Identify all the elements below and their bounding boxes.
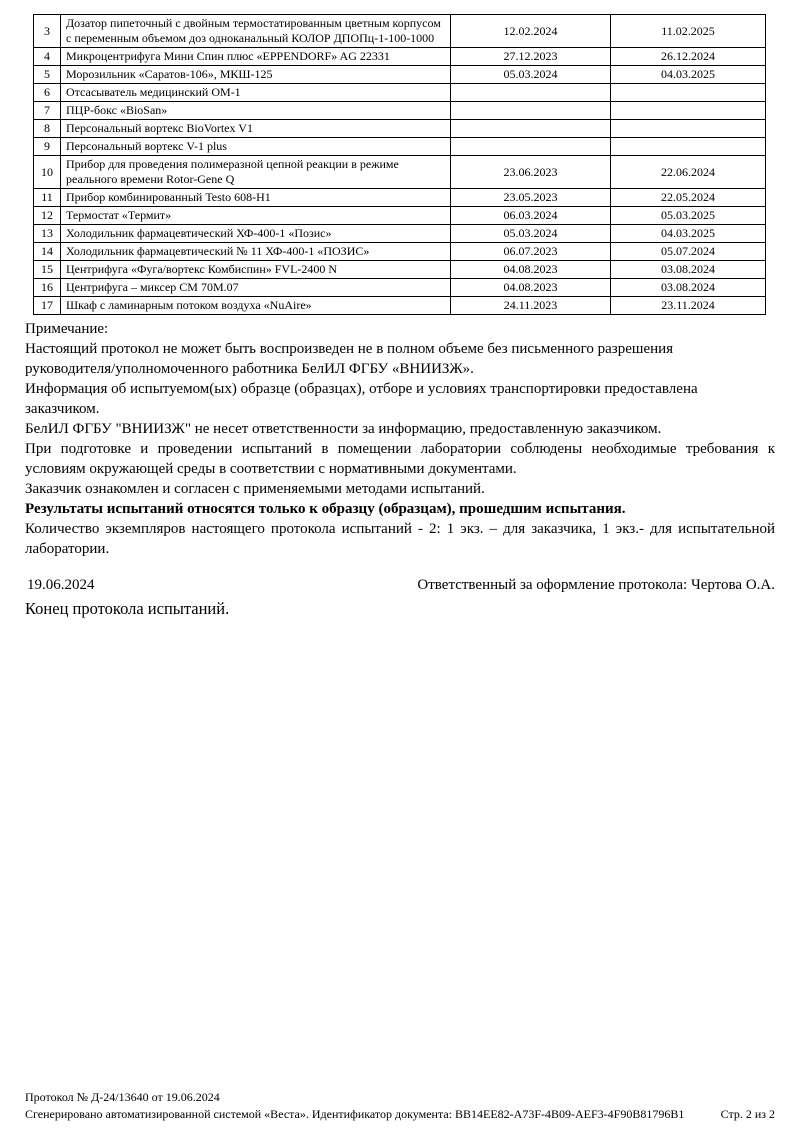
table-row (34, 48, 766, 66)
table-row (34, 279, 766, 297)
device-name-cell: Микроцентрифуга Мини Спин плюс «EPPENDORF» AG 22331 (61, 48, 451, 66)
responsible-person: Ответственный за оформление протокола: Чертова О.А. (417, 577, 775, 593)
valid-until-date-cell: 03.08.2024 (611, 261, 766, 279)
device-name-cell: Холодильник фармацевтический ХФ-400-1 «Позис» (61, 225, 451, 243)
verification-date-cell: 04.08.2023 (451, 279, 611, 297)
table-row (34, 243, 766, 261)
note-line: лаборатории. (25, 541, 110, 557)
device-name-cell: Персональный вортекс V-1 plus (61, 138, 451, 156)
note-line: Информация об испытуемом(ых) образце (образцах), отборе и условиях транспортировки предоставлена заказчиком. (25, 381, 698, 417)
valid-until-date-cell: 22.05.2024 (611, 189, 766, 207)
note-line: При подготовке и проведении испытаний в помещении лаборатории соблюдены необходимые требования к (25, 441, 775, 457)
table-row (34, 120, 766, 138)
valid-until-date-cell (611, 120, 766, 138)
device-name-cell: Центрифуга – миксер СМ 70М.07 (61, 279, 451, 297)
row-number-cell: 5 (34, 66, 61, 84)
device-name-cell: Центрифуга «Фуга/вортекс Комбиспин» FVL-2400 N (61, 261, 451, 279)
row-number-cell: 12 (34, 207, 61, 225)
signature-row (27, 575, 775, 595)
verification-date-cell: 05.03.2024 (451, 66, 611, 84)
device-name-cell: Морозильник «Саратов-106», МКШ-125 (61, 66, 451, 84)
valid-until-date-cell: 05.03.2025 (611, 207, 766, 225)
device-name-cell: Прибор для проведения полимеразной цепной реакции в режиме реального времени Rotor-Gene Q (61, 156, 451, 189)
row-number-cell: 9 (34, 138, 61, 156)
verification-date-cell: 06.03.2024 (451, 207, 611, 225)
row-number-cell: 3 (34, 15, 61, 48)
valid-until-date-cell: 26.12.2024 (611, 48, 766, 66)
valid-until-date-cell: 04.03.2025 (611, 66, 766, 84)
page-number: Стр. 2 из 2 (720, 1107, 775, 1121)
note-line: Настоящий протокол не может быть воспроизведен не в полном объеме без письменного разрешения (25, 341, 674, 357)
note-line: Количество экземпляров настоящего протокола испытаний - 2: 1 экз. – для заказчика, 1 экз.- для испытательной (25, 521, 775, 537)
table-row (34, 102, 766, 120)
row-number-cell: 10 (34, 156, 61, 189)
note-line: БелИЛ ФГБУ "ВНИИЗЖ" не несет ответственности за информацию, предоставленную заказчиком. (25, 421, 662, 437)
table-row (34, 66, 766, 84)
device-name-cell: Прибор комбинированный Testo 608-H1 (61, 189, 451, 207)
verification-date-cell: 27.12.2023 (451, 48, 611, 66)
verification-date-cell: 06.07.2023 (451, 243, 611, 261)
valid-until-date-cell (611, 138, 766, 156)
device-name-cell: Персональный вортекс BioVortex V1 (61, 120, 451, 138)
note-line: руководителя/уполномоченного работника БелИЛ ФГБУ «ВНИИЗЖ». (25, 361, 474, 377)
footer-generated-line (25, 1107, 775, 1122)
note-line: условиям окружающей среды в соответствии с нормативными документами. (25, 461, 517, 477)
equipment-table-body (34, 15, 766, 315)
end-of-protocol: Конец протокола испытаний. (25, 599, 230, 618)
verification-date-cell: 23.06.2023 (451, 156, 611, 189)
verification-date-cell: 12.02.2024 (451, 15, 611, 48)
verification-date-cell: 24.11.2023 (451, 297, 611, 315)
equipment-table (33, 14, 766, 315)
device-name-cell: Термостат «Термит» (61, 207, 451, 225)
table-row (34, 138, 766, 156)
device-name-cell: Отсасыватель медицинский ОМ-1 (61, 84, 451, 102)
table-row (34, 84, 766, 102)
table-row (34, 207, 766, 225)
valid-until-date-cell: 23.11.2024 (611, 297, 766, 315)
verification-date-cell (451, 120, 611, 138)
footer-generated-text: Сгенерировано автоматизированной системой «Веста». Идентификатор документа: BB14EE82-A73F-4B09-AEF3-4F90B81796B1 (25, 1107, 685, 1121)
footer-protocol-number: Протокол № Д-24/13640 от 19.06.2024 (25, 1090, 220, 1104)
row-number-cell: 14 (34, 243, 61, 261)
row-number-cell: 13 (34, 225, 61, 243)
device-name-cell: ПЦР-бокс «BioSan» (61, 102, 451, 120)
device-name-cell: Холодильник фармацевтический № 11 ХФ-400-1 «ПОЗИС» (61, 243, 451, 261)
note-line: Результаты испытаний относятся только к образцу (образцам), прошедшим испытания. (25, 501, 626, 517)
valid-until-date-cell: 05.07.2024 (611, 243, 766, 261)
verification-date-cell (451, 102, 611, 120)
protocol-date: 19.06.2024 (27, 577, 95, 593)
valid-until-date-cell (611, 102, 766, 120)
verification-date-cell (451, 138, 611, 156)
table-row (34, 156, 766, 189)
row-number-cell: 7 (34, 102, 61, 120)
table-row (34, 261, 766, 279)
verification-date-cell: 04.08.2023 (451, 261, 611, 279)
valid-until-date-cell: 22.06.2024 (611, 156, 766, 189)
valid-until-date-cell: 04.03.2025 (611, 225, 766, 243)
row-number-cell: 11 (34, 189, 61, 207)
page-footer (25, 1090, 775, 1122)
table-row (34, 297, 766, 315)
verification-date-cell: 05.03.2024 (451, 225, 611, 243)
row-number-cell: 17 (34, 297, 61, 315)
row-number-cell: 6 (34, 84, 61, 102)
device-name-cell: Шкаф с ламинарным потоком воздуха «NuAire» (61, 297, 451, 315)
row-number-cell: 15 (34, 261, 61, 279)
valid-until-date-cell: 03.08.2024 (611, 279, 766, 297)
notes-heading: Примечание: (25, 321, 109, 337)
verification-date-cell (451, 84, 611, 102)
note-line: Заказчик ознакомлен и согласен с применяемыми методами испытаний. (25, 481, 485, 497)
table-row (34, 189, 766, 207)
table-row (34, 15, 766, 48)
valid-until-date-cell: 11.02.2025 (611, 15, 766, 48)
device-name-cell: Дозатор пипеточный с двойным термостатированным цветным корпусом с переменным объемом доз одноканальный КОЛОР ДПОПц-1-100-1000 (61, 15, 451, 48)
row-number-cell: 8 (34, 120, 61, 138)
verification-date-cell: 23.05.2023 (451, 189, 611, 207)
row-number-cell: 4 (34, 48, 61, 66)
notes-section (25, 319, 775, 559)
row-number-cell: 16 (34, 279, 61, 297)
table-row (34, 225, 766, 243)
valid-until-date-cell (611, 84, 766, 102)
